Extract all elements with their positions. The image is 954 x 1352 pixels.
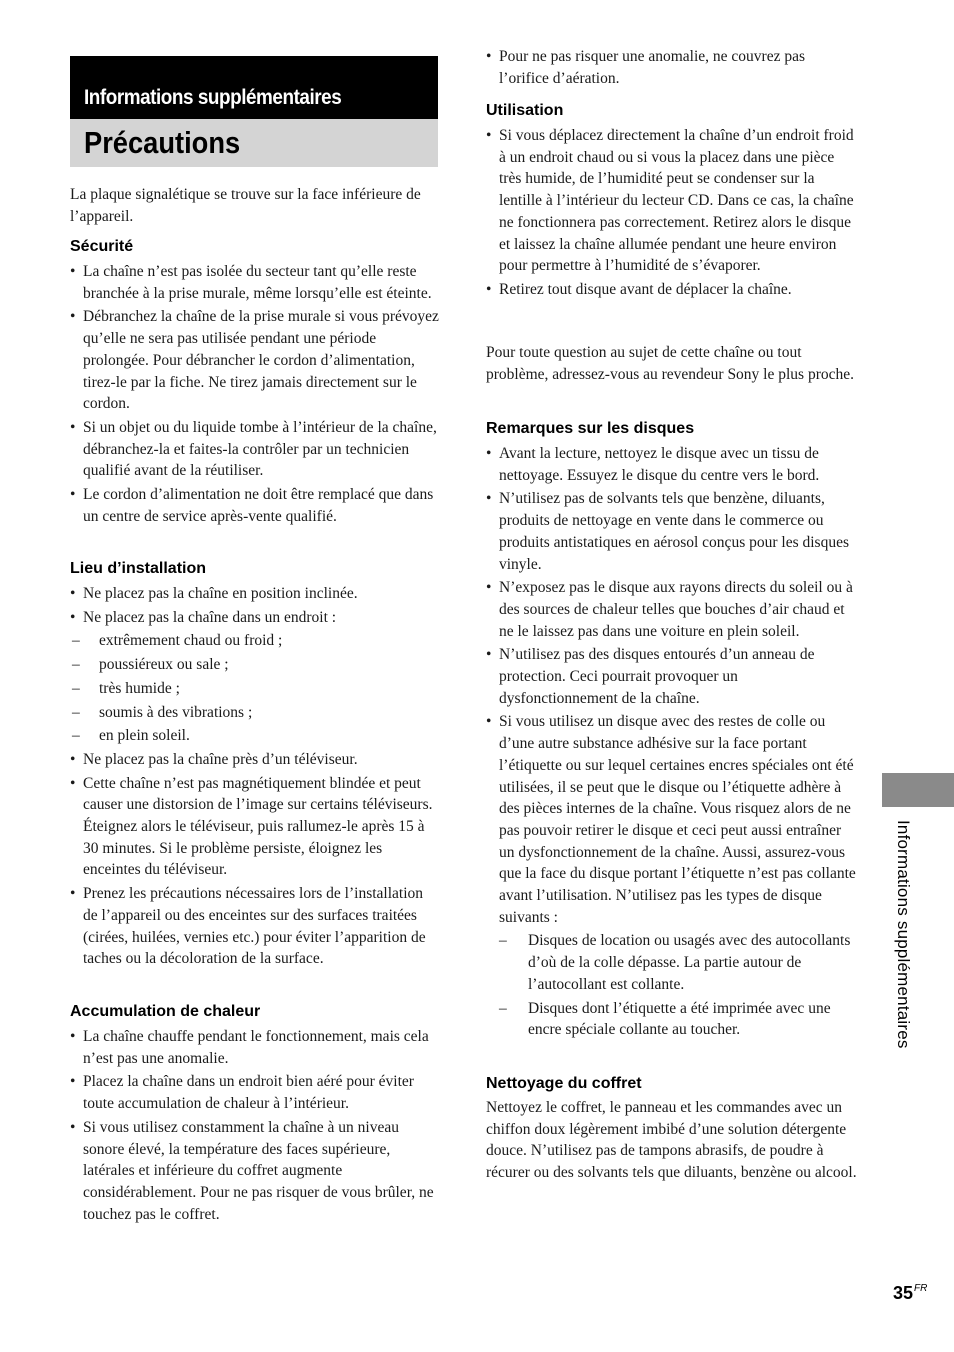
list-subitem: – Disques de location ou usagés avec des autocollants d’où de la colle dépasse. La partie autour de l’autocollant est collante.: [499, 932, 851, 993]
list-item: • Prenez les précautions nécessaires lors de l’installation de l’appareil ou des enceintes sur des surfaces traitées (cirées, huilées, vernies etc.) pour éviter l’apparition de taches ou la décoloration de la surface.: [70, 885, 426, 968]
page-number: $35^{FR}$: [893, 1283, 928, 1303]
contact-text: Pour toute question au sujet de cette chaîne ou tout problème, adressez-vous au revendeur Sony le plus proche.: [486, 344, 855, 383]
heading-nettoyage: Nettoyage du coffret: [486, 1075, 642, 1092]
list-item: • Pour ne pas risquer une anomalie, ne couvrez pas l’orifice d’aération.: [486, 48, 806, 87]
list-item: • Débranchez la chaîne de la prise murale si vous prévoyez qu’elle ne sera pas utilisée pendant une période prolongée. Pour débrancher le cordon d’alimentation, tirez-le par la fiche. Ne tirez jamais directement sur le cordon.: [70, 308, 439, 413]
list-item: • Retirez tout disque avant de déplacer la chaîne.: [486, 280, 792, 298]
list-item: • N’utilisez pas de solvants tels que benzène, diluants, produits de nettoyage en vente dans le commerce ou produits antistatiques en aérosol conçus pour les disques vinyle.: [486, 490, 849, 573]
list-item: • Le cordon d’alimentation ne doit être remplacé que dans un centre de service après-vente qualifié.: [70, 486, 434, 525]
list-item: • Si vous utilisez un disque avec des restes de colle ou d’une autre substance adhésive sur la face portant l’étiquette ou sur lequel certaines encres spéciales ont été utilisées, il se peut que le disque ou l’étiquette adhère à des pièces internes de la chaîne. Vous risquez alors de ne pas pouvoir retirer le disque et ceci peut aussi entraîner un dysfonctionnement de la chaîne. Aussi, assurez-vous que la face du disque portant l’étiquette n’est pas collante avant l’utilisation. N’utilisez pas les types de disque suivants :: [486, 713, 856, 926]
list-lieu: [70, 583, 440, 972]
list-securite: [70, 261, 440, 529]
list-item: • Ne placez pas la chaîne dans un endroit :: [70, 608, 337, 626]
list-chaleur: [70, 1026, 440, 1227]
list-subitem: – soumis à des vibrations ;: [72, 703, 253, 721]
nettoyage-text: Nettoyez le coffret, le panneau et les commandes avec un chiffon doux légèrement imbibé d’une solution détergente douce. N’utilisez pas de tampons abrasifs, de poudre à récurer ou des solvants tels que diluants, benzène ou alcool.: [486, 1099, 857, 1182]
list-item: • Cette chaîne n’est pas magnétiquement blindée et peut causer une distorsion de l’image sur certains téléviseurs. Éteignez alors le téléviseur, puis rallumez-le après 15 à 30 minutes. Si le problème persiste, éloignez les enceintes du téléviseur.: [70, 774, 433, 879]
list-item: • Placez la chaîne dans un endroit bien aéré pour éviter toute accumulation de chaleur à l’intérieur.: [70, 1073, 414, 1113]
list-subitem: – en plein soleil.: [72, 727, 190, 745]
section-header: Informations supplémentaires: [70, 56, 438, 119]
list-item: • Si vous utilisez constamment la chaîne à un niveau sonore élevé, la température des faces supérieure, latérales et inférieure du coffret augmente considérablement. Pour ne pas risquer de vous brûler, ne touchez pas le coffret.: [70, 1118, 434, 1223]
list-aeration: [486, 46, 858, 91]
list-utilisation: [486, 125, 858, 303]
side-section-label: Informations supplémentaires: [894, 820, 913, 1049]
heading-lieu: Lieu d’installation: [70, 560, 207, 577]
list-item: • Ne placez pas la chaîne en position inclinée.: [70, 585, 358, 602]
list-subitem: – Disques dont l’étiquette a été imprimée avec une encre spéciale collante au toucher.: [499, 999, 831, 1039]
heading-utilisation: Utilisation: [486, 102, 564, 119]
list-item: • Si un objet ou du liquide tombe à l’intérieur de la chaîne, débranchez-la et faites-la contrôler par un technicien qualifié avant de la réutiliser.: [70, 418, 437, 480]
list-subitem: – extrêmement chaud ou froid ;: [72, 632, 283, 650]
list-item: • La chaîne chauffe pendant le fonctionnement, mais cela n’est pas une anomalie.: [70, 1028, 429, 1067]
list-item: • Avant la lecture, nettoyez le disque avec un tissu de nettoyage. Essuyez le disque du centre vers le bord.: [486, 445, 820, 484]
list-disques: [486, 443, 858, 1043]
list-subitem: – très humide ;: [72, 679, 180, 697]
page-title: Précautions: [70, 119, 438, 167]
list-subitem: – poussiéreux ou sale ;: [72, 656, 229, 674]
page-lang: FR: [914, 1283, 928, 1294]
list-item: • N’exposez pas le disque aux rayons directs du soleil ou à des sources de chaleur telles que bouches d’air chaud et ne le laissez pas dans une voiture en plein soleil.: [486, 579, 853, 640]
list-item: • N’utilisez pas des disques entourés d’un anneau de protection. Ceci pourrait provoquer un dysfonctionnement de la chaîne.: [486, 646, 815, 707]
list-item: • Si vous déplacez directement la chaîne d’un endroit froid à un endroit chaud ou si vous la placez dans une pièce très humide, de l’humidité peut se condenser sur la lentille à l’intérieur du lecteur CD. Dans ce cas, la chaîne ne fonctionnera pas correctement. Retirez alors le disque et laissez la chaîne allumée pendant une heure environ pour permettre à l’humidité de s’évaporer.: [486, 127, 854, 275]
list-item: • Ne placez pas la chaîne près d’un téléviseur.: [70, 750, 358, 768]
section-tab: [882, 773, 954, 807]
list-item: • La chaîne n’est pas isolée du secteur tant qu’elle reste branchée à la prise murale, même lorsqu’elle est éteinte.: [70, 263, 432, 302]
heading-disques: Remarques sur les disques: [486, 420, 695, 437]
heading-securite: Sécurité: [70, 238, 134, 255]
heading-chaleur: Accumulation de chaleur: [70, 1003, 261, 1020]
intro-text: La plaque signalétique se trouve sur la face inférieure de l’appareil.: [70, 186, 421, 225]
